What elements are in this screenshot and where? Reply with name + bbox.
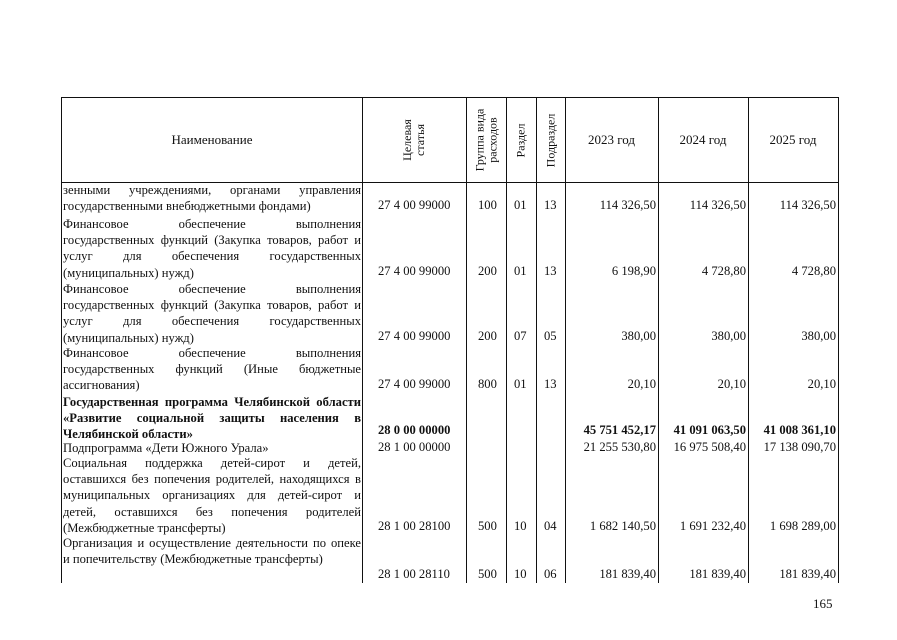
row-2024: 41 091 063,50 <box>673 423 746 437</box>
row-section: 10 <box>514 567 527 581</box>
page-number: 165 <box>813 596 833 611</box>
row-code: 27 4 00 99000 <box>378 377 451 391</box>
row-subsection: 13 <box>544 264 557 278</box>
row-code: 28 1 00 00000 <box>378 440 451 454</box>
row-2023: 45 751 452,17 <box>583 423 656 437</box>
header-2025: 2025 год <box>769 132 817 147</box>
table-row <box>62 182 838 217</box>
header-name: Наименование <box>171 132 253 147</box>
row-2023: 114 326,50 <box>599 198 656 212</box>
row-2025: 20,10 <box>807 377 836 391</box>
row-name: Организация и осуществление деятельности по опеке и попечительству (Межбюджетные трансферты) <box>63 536 361 567</box>
row-2024: 1 691 232,40 <box>679 519 746 533</box>
row-2025: 181 839,40 <box>779 567 836 581</box>
row-2025: 1 698 289,00 <box>769 519 836 533</box>
row-group: 500 <box>478 567 497 581</box>
row-code: 27 4 00 99000 <box>378 198 451 212</box>
header-section: Раздел <box>513 123 528 157</box>
row-code: 28 0 00 00000 <box>378 423 451 437</box>
header-2023: 2023 год <box>588 132 635 147</box>
row-section: 10 <box>514 519 527 533</box>
row-subsection: 05 <box>544 329 557 343</box>
row-code: 27 4 00 99000 <box>378 264 451 278</box>
row-name: зенными учреждениями, органами управления государственными внебюджетными фондами) <box>63 183 361 214</box>
row-name: Подпрограмма «Дети Южного Урала» <box>63 441 269 455</box>
row-name: Государственная программа Челябинской области «Развитие социальной защиты населения в Челябинской области» <box>63 395 361 442</box>
row-name: Финансовое обеспечение выполнения государственных функций (Закупка товаров, работ и услуг для обеспечения государственных (муниципальных) нужд) <box>63 282 361 345</box>
row-group: 500 <box>478 519 497 533</box>
row-2025: 4 728,80 <box>791 264 836 278</box>
row-group: 800 <box>478 377 497 391</box>
row-section: 01 <box>514 377 527 391</box>
row-2023: 181 839,40 <box>599 567 656 581</box>
header-expense-group: Группа вида расходов <box>472 108 499 172</box>
table-row <box>62 455 838 537</box>
table-header <box>62 98 838 183</box>
table-row <box>62 535 838 583</box>
row-2024: 4 728,80 <box>701 264 746 278</box>
row-section: 01 <box>514 198 527 212</box>
header-2024: 2024 год <box>679 132 727 147</box>
row-subsection: 04 <box>544 519 557 533</box>
row-code: 27 4 00 99000 <box>378 329 451 343</box>
table-row <box>62 281 838 347</box>
row-group: 200 <box>478 264 497 278</box>
row-group: 200 <box>478 329 497 343</box>
row-code: 28 1 00 28100 <box>378 519 451 533</box>
row-group: 100 <box>478 198 497 212</box>
row-2023: 1 682 140,50 <box>589 519 656 533</box>
row-subsection: 13 <box>544 198 557 212</box>
row-name: Финансовое обеспечение выполнения государственных функций (Иные бюджетные ассигнования) <box>63 346 361 393</box>
row-2024: 380,00 <box>711 329 746 343</box>
header-subsection: Подраздел <box>543 113 558 167</box>
row-code: 28 1 00 28110 <box>378 567 450 581</box>
row-section: 07 <box>514 329 527 343</box>
header-target-article: Целевая статья <box>399 119 427 161</box>
budget-table <box>61 97 839 583</box>
row-2024: 114 326,50 <box>689 198 746 212</box>
table-row <box>62 216 838 282</box>
row-2025: 41 008 361,10 <box>763 423 836 437</box>
row-2023: 20,10 <box>627 377 656 391</box>
row-2024: 16 975 508,40 <box>673 440 746 454</box>
row-2024: 181 839,40 <box>689 567 746 581</box>
row-2023: 21 255 530,80 <box>583 440 656 454</box>
row-name: Социальная поддержка детей-сирот и детей, оставшихся без попечения родителей, находящихся в муниципальных организациях для детей-сирот и детей, оставшихся без попечения родителей (Межбюджетные трансферты) <box>63 456 361 535</box>
row-2023: 380,00 <box>621 329 656 343</box>
row-2024: 20,10 <box>717 377 746 391</box>
row-subsection: 13 <box>544 377 557 391</box>
row-2025: 380,00 <box>801 329 836 343</box>
row-section: 01 <box>514 264 527 278</box>
row-2025: 17 138 090,70 <box>763 440 836 454</box>
row-2025: 114 326,50 <box>779 198 836 212</box>
row-2023: 6 198,90 <box>611 264 656 278</box>
row-name: Финансовое обеспечение выполнения государственных функций (Закупка товаров, работ и услуг для обеспечения государственных (муниципальных) нужд) <box>63 217 361 280</box>
row-subsection: 06 <box>544 567 557 581</box>
table-row-program <box>62 394 838 440</box>
table-row <box>62 345 838 395</box>
